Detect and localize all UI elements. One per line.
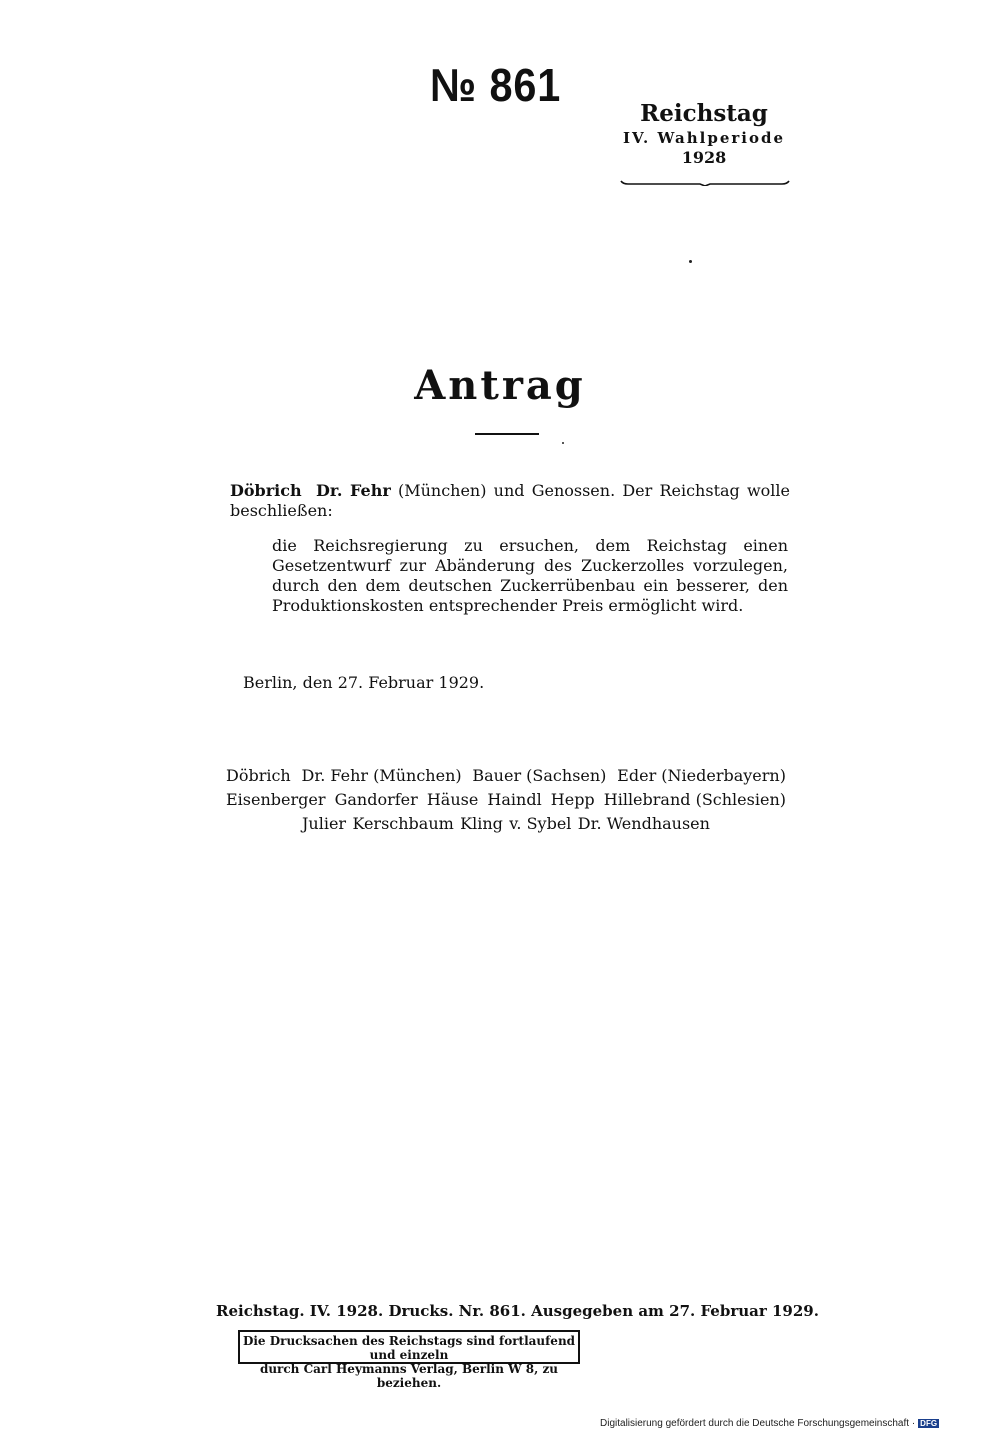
speck: [562, 442, 564, 444]
signatory: Kerschbaum: [352, 814, 454, 833]
signatories-line-1: [226, 766, 786, 785]
signatories-line-3: [302, 814, 710, 833]
signatory: Hepp: [550, 790, 595, 809]
signatory: Eder (Niederbayern): [617, 766, 786, 785]
signatory: Dr. Fehr (München): [301, 766, 462, 785]
signatory: Döbrich: [226, 766, 291, 785]
signatory: Kling: [460, 814, 503, 833]
page-title: Antrag: [414, 362, 586, 409]
signatory: Dr. Wendhausen: [577, 814, 710, 833]
signatory: Haindl: [487, 790, 542, 809]
signatory: Eisenberger: [226, 790, 326, 809]
signatory: Bauer (Sachsen): [472, 766, 607, 785]
legislative-period: IV. Wahlperiode: [622, 129, 785, 147]
print-imprint: Reichstag. IV. 1928. Drucks. Nr. 861. Ausgegeben am 27. Februar 1929.: [216, 1302, 819, 1320]
header-rule: [620, 180, 790, 186]
digitization-text: Digitalisierung gefördert durch die Deutsche Forschungsgemeinschaft ·: [600, 1418, 916, 1429]
dfg-logo: DFG: [920, 1418, 938, 1428]
motion-intro: [230, 481, 790, 521]
signatory: Julier: [302, 814, 347, 833]
notice-line-2: durch Carl Heymanns Verlag, Berlin W 8, zu beziehen.: [259, 1362, 559, 1390]
intro-rest: (München) und Genossen. Der Reichstag wolle beschließen:: [230, 481, 790, 520]
signatory: v. Sybel: [509, 814, 572, 833]
place-date: Berlin, den 27. Februar 1929.: [243, 673, 485, 692]
signatory: Hillebrand (Schlesien): [603, 790, 786, 809]
motion-text: die Reichsregierung zu ersuchen, dem Reichstag einen Gesetzentwurf zur Abänderung des Zuckerzolles vorzulegen, durch den dem deutschen Zuckerrübenbau ein besserer, den Produktionskosten entsprechender Preis ermöglicht wird.: [272, 536, 788, 615]
reichstag-label: Reichstag: [640, 100, 768, 127]
signatories-line-2: [226, 790, 786, 809]
intro-name-1: Döbrich: [230, 481, 302, 500]
period-year: 1928: [681, 148, 727, 167]
title-rule: [475, 433, 539, 435]
digitization-note: [600, 1418, 996, 1429]
distribution-notice: [238, 1330, 580, 1390]
intro-name-2: Dr. Fehr: [315, 481, 391, 500]
signatory: Gandorfer: [334, 790, 418, 809]
reichstag-header: [616, 100, 792, 168]
document-number: № 861: [430, 59, 562, 111]
signatory: Häuse: [426, 790, 479, 809]
notice-line-1: Die Drucksachen des Reichstags sind fortlaufend und einzeln: [242, 1334, 576, 1362]
speck: [689, 260, 692, 263]
